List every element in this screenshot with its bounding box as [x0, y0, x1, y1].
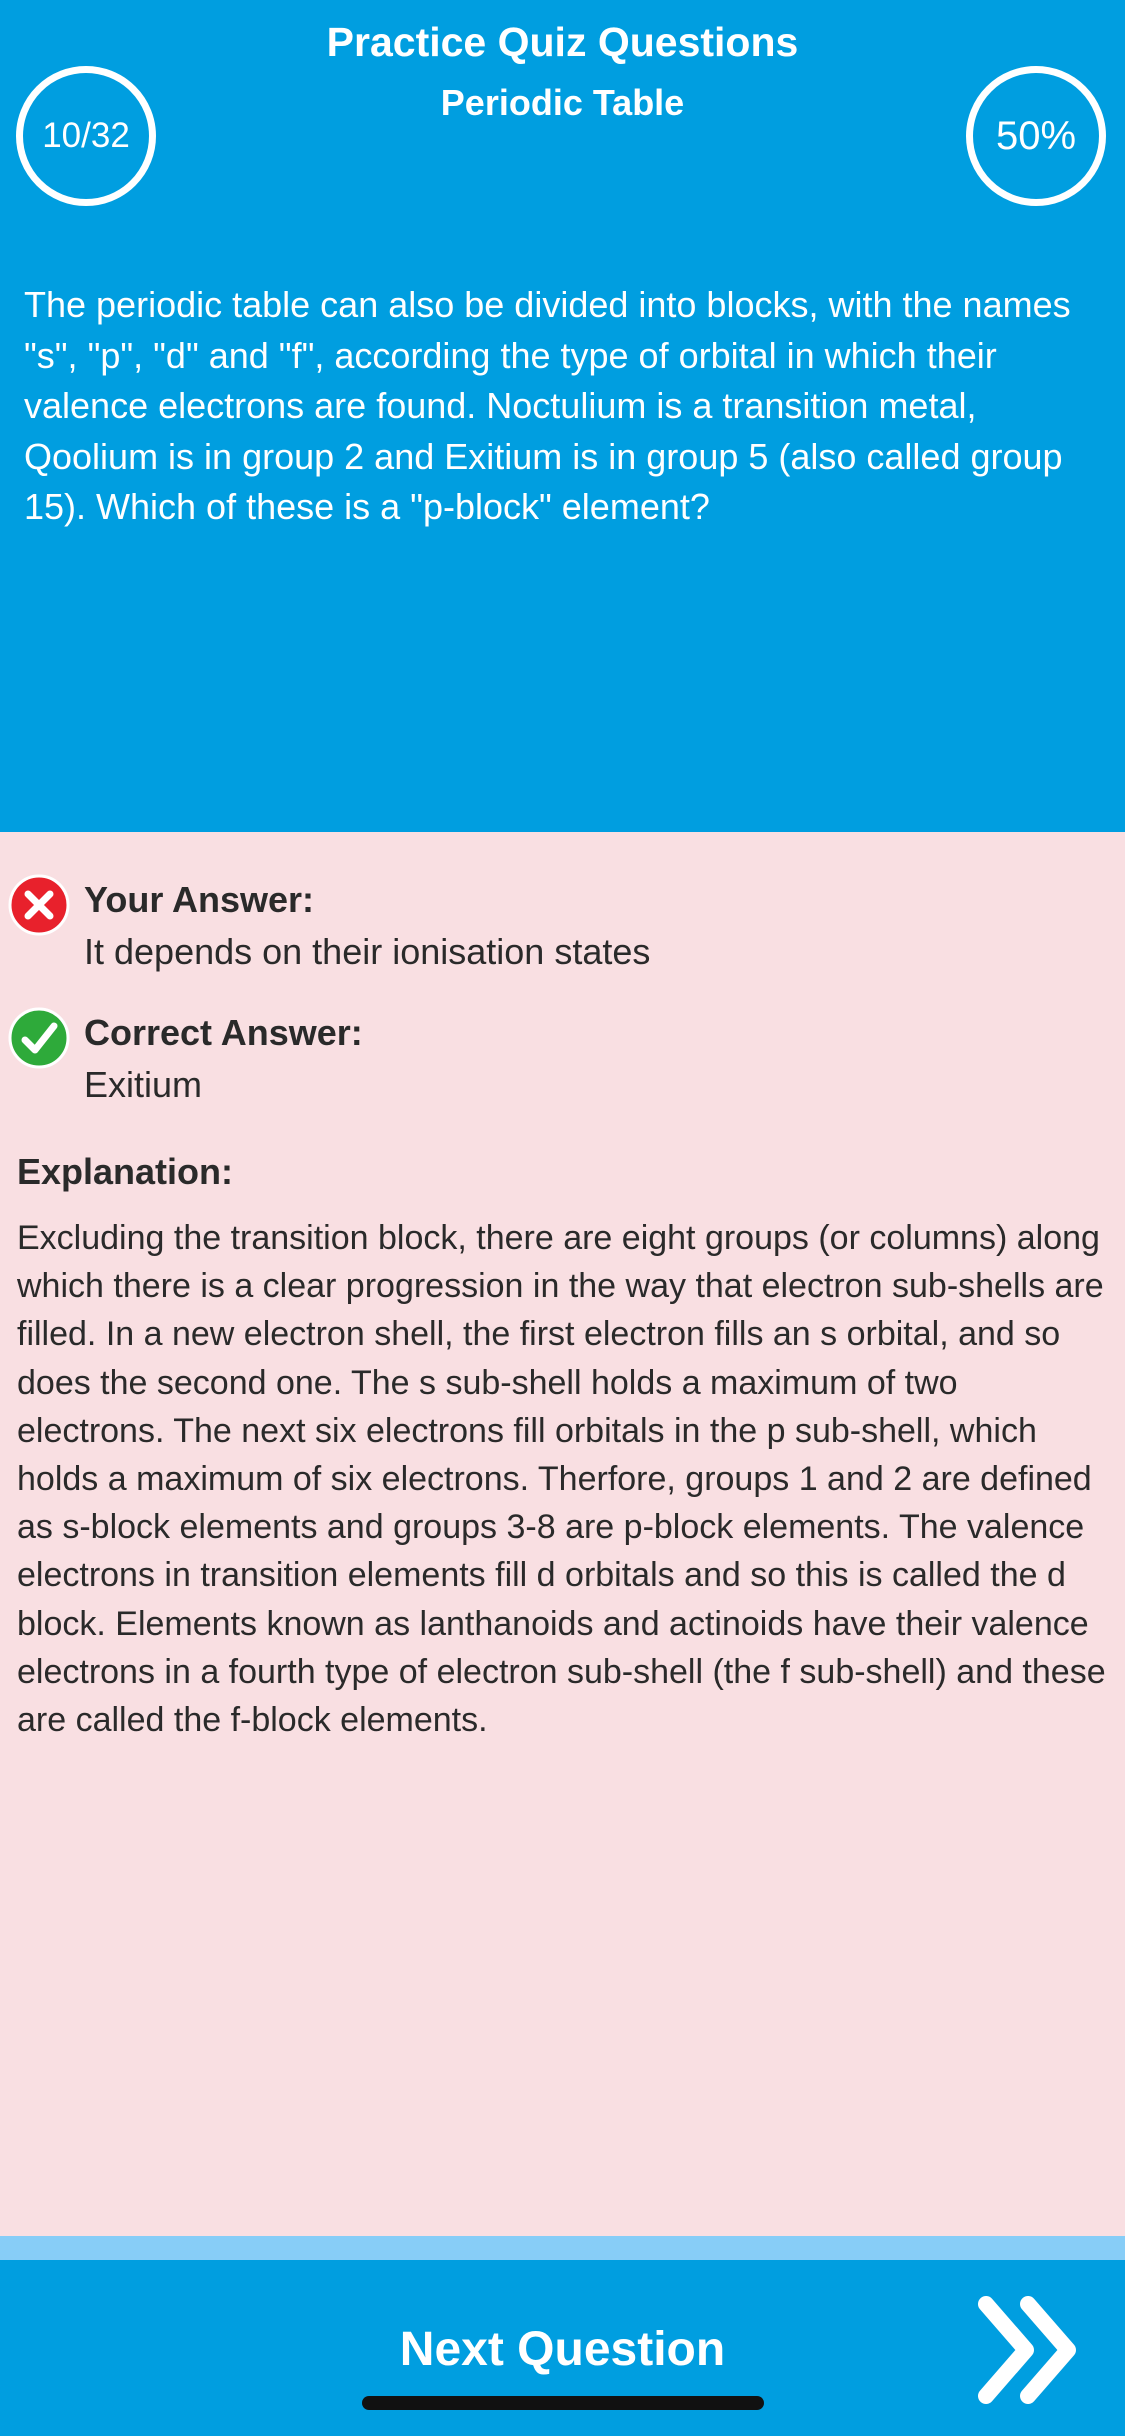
page-title: Practice Quiz Questions: [326, 19, 799, 65]
bottom-divider-stripe: [0, 2236, 1125, 2260]
page-subtitle: Periodic Table: [440, 82, 685, 123]
score-indicator-label: 50%: [995, 113, 1077, 158]
correct-answer-label: Correct Answer:: [84, 1012, 363, 1053]
your-answer-label: Your Answer:: [84, 879, 315, 920]
explanation-text: Excluding the transition block, there are eight groups (or columns) along which there is a clear progression in the way that electron sub-shells are filled. In a new electron shell, the first electron fills an s orbital, and so does the second one. The s sub-shell holds a maximum of two electrons. The next six electrons fill orbitals in the p sub-shell, which holds a maximum of six electrons. Therfore, groups 1 and 2 are defined as s-block elements and groups 3-8 are p-block elements. The valence electrons in transition elements fill d orbitals and so this is called the d block. Elements known as lanthanoids and actinoids have their valence electrons in a fourth type of electron sub-shell (the f sub-shell) and these are called the f-block elements.: [17, 1219, 1106, 1740]
question-panel: [0, 0, 1125, 832]
your-answer-value: It depends on their ionisation states: [84, 931, 651, 972]
question-text: The periodic table can also be divided into blocks, with the names "s", "p", "d" and "f", according the type of orbital in which their valence electrons are found. Noctulium is a transition metal, Qoolium is in group 2 and Exitium is in group 5 (also called group 15). Which of these is a "p-block" element?: [24, 284, 1071, 527]
correct-answer-value: Exitium: [84, 1064, 203, 1105]
progress-counter-label: 10/32: [42, 116, 130, 155]
progress-counter: [16, 66, 156, 206]
double-chevron-right-icon[interactable]: [976, 2290, 1086, 2410]
home-indicator[interactable]: [362, 2396, 764, 2410]
wrong-x-icon: [8, 874, 70, 936]
score-indicator: [966, 66, 1106, 206]
explanation-label: Explanation:: [17, 1151, 234, 1192]
correct-check-icon: [8, 1007, 70, 1069]
next-question-button[interactable]: Next Question: [399, 2323, 726, 2376]
